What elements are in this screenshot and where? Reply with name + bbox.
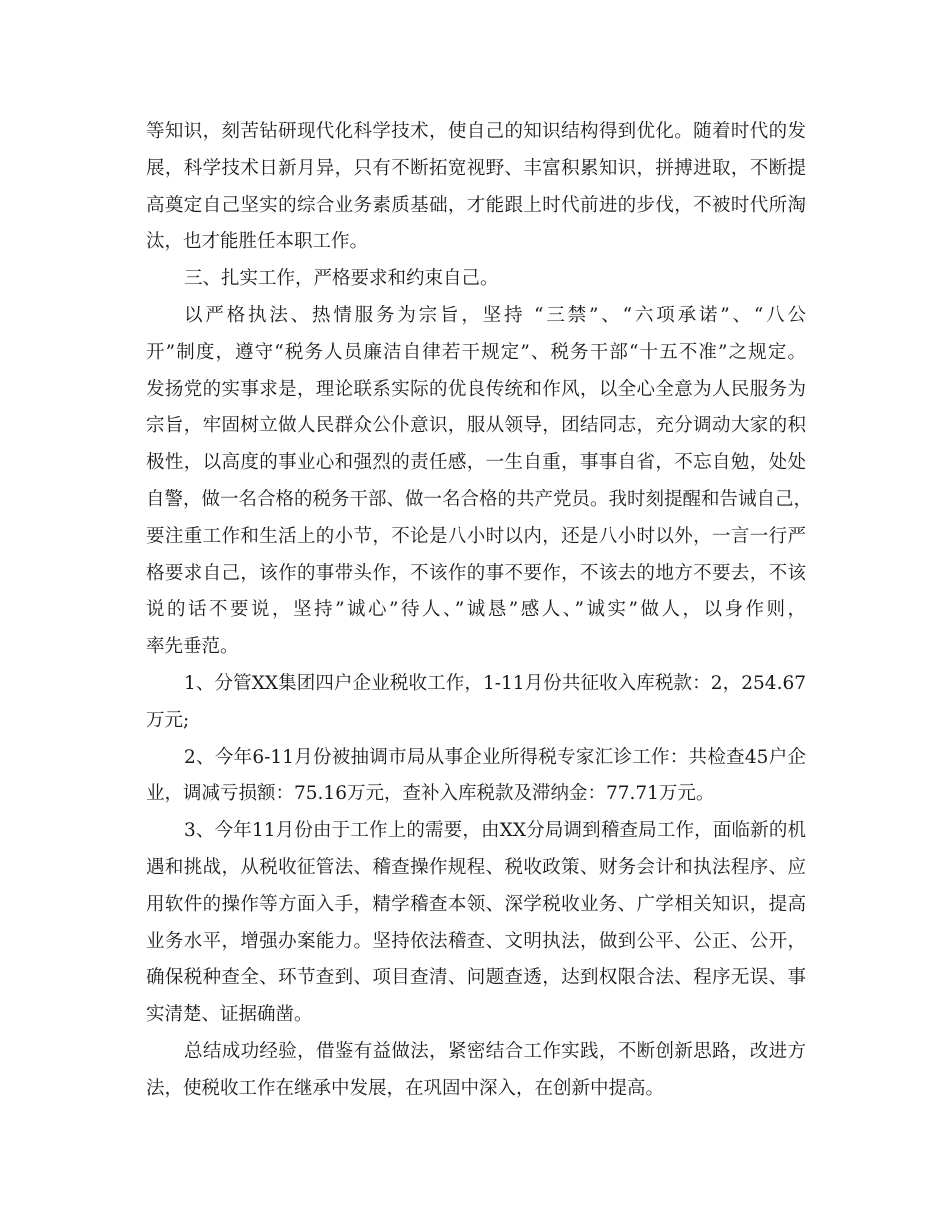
text-line: 要注重工作和生活上的小节，不论是八小时以内，还是八小时以外，一言一行严	[146, 525, 806, 547]
text-line: 宗旨，牢固树立做人民群众公仆意识，服从领导，团结同志，充分调动大家的积	[146, 415, 806, 437]
text-line: 等知识，刻苦钻研现代化科学技术，使自己的知识结构得到优化。随着时代的发	[146, 121, 806, 142]
text-line: 万元;	[146, 709, 190, 731]
text-line: 展，科学技术日新月异，只有不断拓宽视野、丰富积累知识，拼搏进取，不断提	[146, 157, 806, 179]
text-line: 业，调减亏损额：75.16万元，查补入库税款及滞纳金：77.71万元。	[146, 783, 715, 805]
text-line: 业务水平，增强办案能力。坚持依法稽查、文明执法，做到公平、公正、公开，	[146, 930, 806, 952]
text-line: 高奠定自己坚实的综合业务素质基础，才能跟上时代前进的步伐，不被时代所淘	[146, 194, 806, 216]
text-line: 用软件的操作等方面入手，精学稽查本领、深学税收业务、广学相关知识，提高	[146, 893, 806, 915]
text-line: 开”制度，遵守“税务人员廉洁自律若干规定”、税务干部“十五不准”之规定。	[146, 341, 806, 363]
text-line: 率先垂范。	[146, 636, 239, 658]
text-line: 说的话不要说，坚持”诚心”待人、”诚恳”感人、”诚实”做人，以身作则，	[146, 599, 806, 621]
list-item-2: 2、今年6-11月份被抽调市局从事企业所得税专家汇诊工作：共检查45户企	[184, 746, 806, 768]
text-line: 自警，做一名合格的税务干部、做一名合格的共产党员。我时刻提醒和告诫自己，	[146, 488, 813, 510]
text-line: 发扬党的实事求是，理论联系实际的优良传统和作风，以全心全意为人民服务为	[146, 378, 806, 400]
summary-paragraph: 总结成功经验，借鉴有益做法，紧密结合工作实践，不断创新思路，改进方	[184, 1040, 806, 1062]
list-item-3: 3、今年11月份由于工作上的需要，由XX分局调到稽查局工作，面临新的机	[184, 820, 806, 842]
text-line: 极性，以高度的事业心和强烈的责任感，一生自重，事事自省，不忘自勉，处处	[146, 452, 806, 474]
text-line: 法，使税收工作在继承中发展，在巩固中深入，在创新中提高。	[146, 1077, 665, 1099]
text-line: 遇和挑战，从税收征管法、稽查操作规程、税收政策、财务会计和执法程序、应	[146, 856, 806, 878]
text-line: 以严格执法、热情服务为宗旨，坚持 “三禁”、“六项承诺”、“八公	[184, 304, 806, 326]
text-line: 格要求自己，该作的事带头作，不该作的事不要作，不该去的地方不要去，不该	[146, 562, 806, 584]
text-line: 实清楚、证据确凿。	[146, 1004, 313, 1026]
text-line: 汰，也才能胜任本职工作。	[146, 231, 369, 253]
section-heading: 三、扎实工作，严格要求和约束自己。	[184, 268, 499, 290]
list-item-1: 1、分管XX集团四户企业税收工作，1-11月份共征收入库税款：2，254.67	[184, 672, 806, 694]
document-body	[146, 114, 813, 1108]
text-line: 确保税种查全、环节查到、项目查清、问题查透，达到权限合法、程序无误、事	[146, 967, 806, 989]
